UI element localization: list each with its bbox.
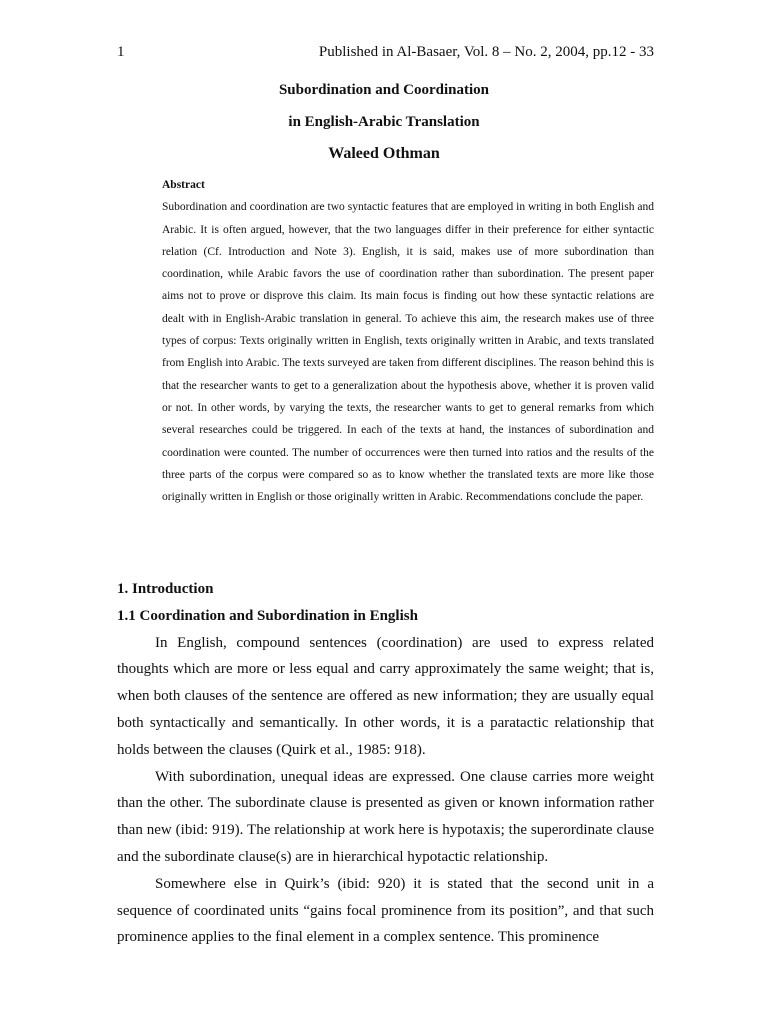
section-heading-introduction: 1. Introduction	[117, 581, 214, 597]
paragraph: With subordination, unequal ideas are expressed. One clause carries more weight than the other. The subordinate clause is presented as given or known information rather than new (ibid: 919). The relationship at work here is hypotaxis; the superordinate clause and the subordinate clause(s) are in hierarchical hypotactic relationship.	[117, 768, 654, 865]
publication-info: Published in Al-Basaer, Vol. 8 – No. 2, 2004, pp.12 - 33	[318, 44, 654, 60]
paragraph: Somewhere else in Quirk’s (ibid: 920) it is stated that the second unit in a sequence of coordinated units “gains focal prominence from its position”, and that such prominence applies to the final element in a complex sentence. This prominence	[117, 875, 654, 946]
author-name: Waleed Othman	[328, 145, 440, 162]
page-number: 1	[117, 44, 125, 60]
paragraph: In English, compound sentences (coordination) are used to express related thoughts which are more or less equal and carry approximately the same weight; that is, when both clauses of the sentence are offered as new information; they are usually equal both syntactically and semantically. In other words, it is a paratactic relationship that holds between the clauses (Quirk et al., 1985: 918).	[117, 634, 654, 758]
abstract-section	[162, 174, 654, 508]
paper-title-line-2: in English-Arabic Translation	[288, 114, 480, 130]
page-header	[117, 44, 654, 66]
subsection-heading: 1.1 Coordination and Subordination in English	[117, 607, 418, 624]
abstract-heading: Abstract	[162, 179, 205, 191]
body-text	[117, 576, 654, 951]
abstract-text: Subordination and coordination are two syntactic features that are employed in writing in both English and Arabic. It is often argued, however, that the two languages differ in their preference for either syntactic relation (Cf. Introduction and Note 3). English, it is said, makes use of more subordination than coordination, while Arabic favors the use of coordination rather than subordination. The present paper aims not to prove or disprove this claim. Its main focus is finding out how these syntactic relations are dealt with in English-Arabic translation in general. To achieve this aim, the research makes use of three types of corpus: Texts originally written in English, texts originally written in Arabic, and texts translated from English into Arabic. The texts surveyed are taken from different disciplines. The reason behind this is that the researcher wants to get to a generalization about the hypothesis above, whether it is proven valid or not. In other words, by varying the texts, the researcher wants to get to general remarks from which several researches could be triggered. In each of the texts at hand, the instances of subordination and coordination were counted. The number of occurrences were then turned into ratios and the results of the three parts of the corpus were compared so as to know whether the translated texts are more like those originally written in English or those originally written in Arabic. Recommendations conclude the paper.	[162, 201, 654, 504]
paper-title-line-1: Subordination and Coordination	[278, 82, 490, 98]
